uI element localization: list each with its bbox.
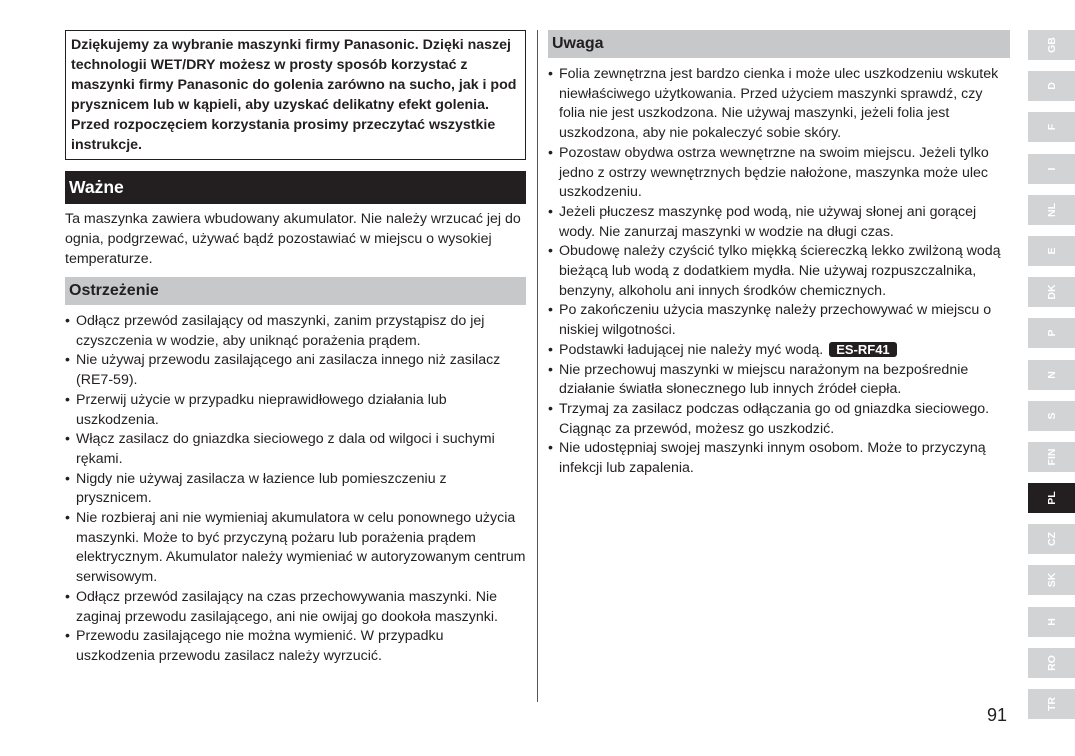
language-tab-dk[interactable] [1028, 277, 1075, 307]
language-tab-label: TR [1045, 697, 1058, 711]
language-tab-n[interactable] [1028, 360, 1075, 390]
stand-text: Podstawki ładującej nie należy myć wodą. [559, 341, 824, 358]
warning-item: • Przerwij użycie w przypadku nieprawidłowego działania lub uszkodzenia. [65, 391, 526, 430]
language-tab-label: N [1045, 370, 1058, 379]
language-tab-label: RO [1045, 654, 1058, 671]
intro-box: Dziękujemy za wybranie maszynki firmy Panasonic. Dzięki naszej technologii WET/DRY możesz w prosty sposób korzystać z maszynki firmy Panasonic do golenia zarówno na sucho, jak i pod prysznicem lub w kąpieli, aby uzyskać delikatny efekt golenia. Przed rozpoczęciem korzystania prosimy przeczytać wszystkie instrukcje. [65, 30, 526, 160]
language-tab-fin[interactable] [1028, 442, 1075, 472]
language-tab-h[interactable] [1028, 607, 1075, 637]
language-tab-cz[interactable] [1028, 524, 1075, 554]
caution-item-stand [548, 341, 1010, 361]
caution-list [548, 65, 1010, 479]
important-heading: Ważne [65, 171, 526, 204]
caution-item: • Folia zewnętrzna jest bardzo cienka i może ulec uszkodzeniu wskutek niewłaściwego użytkowania. Przed użyciem maszynki sprawdź, czy folia nie jest uszkodzona. Nie używaj maszynki, jeżeli folia jest uszkodzona, aby nie pokaleczyć sobie skóry. [548, 65, 1010, 144]
language-tab-d[interactable] [1028, 71, 1075, 101]
right-column [548, 30, 1010, 479]
warning-item: • Odłącz przewód zasilający od maszynki, zanim przystąpisz do jej czyszczenia w wodzie, aby uniknąć porażenia prądem. [65, 312, 526, 351]
language-tab-label: DK [1045, 284, 1058, 300]
language-tab-label: NL [1045, 202, 1058, 217]
language-tab-label: H [1045, 617, 1058, 626]
warning-item: • Włącz zasilacz do gniazdka sieciowego z dala od wilgoci i suchymi rękami. [65, 430, 526, 469]
caution-heading: Uwaga [548, 30, 1010, 58]
language-tab-label: F [1045, 124, 1058, 131]
caution-item: • Jeżeli płuczesz maszynkę pod wodą, nie używaj słonej ani gorącej wody. Nie zanurzaj maszynki w wodzie na długi czas. [548, 203, 1010, 242]
caution-item: • Trzymaj za zasilacz podczas odłączania go od gniazdka sieciowego. Ciągnąc za przewód, możesz go uszkodzić. [548, 400, 1010, 439]
language-tab-e[interactable] [1028, 236, 1075, 266]
language-tab-label: GB [1045, 37, 1058, 53]
language-tab-label: CZ [1045, 532, 1058, 547]
language-tab-label: FIN [1045, 448, 1058, 466]
caution-item: • Po zakończeniu użycia maszynkę należy przechowywać w miejscu o niskiej wilgotności. [548, 301, 1010, 340]
language-tab-f[interactable] [1028, 112, 1075, 142]
language-tab-label: S [1045, 412, 1058, 420]
caution-item: • Nie udostępniaj swojej maszynki innym osobom. Może to przyczyną infekcji lub zapalenia. [548, 439, 1010, 478]
language-tab-s[interactable] [1028, 401, 1075, 431]
language-tab-p[interactable] [1028, 318, 1075, 348]
language-tab-label: PL [1045, 491, 1058, 505]
page-number: 91 [987, 705, 1008, 725]
warning-item: • Nie używaj przewodu zasilającego ani zasilacza innego niż zasilacz (RE7-59). [65, 351, 526, 390]
warning-item: • Nigdy nie używaj zasilacza w łazience lub pomieszczeniu z prysznicem. [65, 470, 526, 509]
language-tab-i[interactable] [1028, 154, 1075, 184]
warning-heading: Ostrzeżenie [65, 277, 526, 305]
language-tab-nl[interactable] [1028, 195, 1075, 225]
warning-item: • Odłącz przewód zasilający na czas przechowywania maszynki. Nie zaginaj przewodu zasilającego, ani nie owijaj go dookoła maszynki. [65, 588, 526, 627]
warning-list [65, 312, 526, 667]
caution-item: • Obudowę należy czyścić tylko miękką ściereczką lekko zwilżoną wodą bieżącą lub wodą z dodatkiem mydła. Nie używaj rozpuszczalnika, benzyny, alkoholu ani innych środków chemicznych. [548, 242, 1010, 301]
left-column [65, 30, 526, 667]
column-divider [537, 30, 538, 702]
language-tab-label: SK [1045, 573, 1058, 588]
language-tab-label: I [1045, 167, 1058, 171]
language-tab-gb[interactable] [1028, 30, 1075, 60]
language-tab-pl[interactable] [1028, 483, 1075, 513]
caution-item: • Pozostaw obydwa ostrza wewnętrzne na swoim miejscu. Jeżeli tylko jedno z ostrzy wewnętrznych będzie nałożone, maszynka może ulec uszkodzeniu. [548, 144, 1010, 203]
language-tab-label: D [1045, 82, 1058, 90]
caution-item: • Nie przechowuj maszynki w miejscu narażonym na bezpośrednie działanie światła słonecznego lub innych źródeł ciepła. [548, 361, 1010, 400]
language-tab-tr[interactable] [1028, 689, 1075, 719]
language-tab-label: P [1045, 329, 1058, 337]
language-tab-label: E [1045, 247, 1058, 255]
language-tab-sk[interactable] [1028, 565, 1075, 595]
warning-item: • Przewodu zasilającego nie można wymienić. W przypadku uszkodzenia przewodu zasilacz należy wyrzucić. [65, 627, 526, 666]
language-tab-ro[interactable] [1028, 648, 1075, 678]
warning-item: • Nie rozbieraj ani nie wymieniaj akumulatora w celu ponownego użycia maszynki. Może to być przyczyną pożaru lub porażenia prądem elektrycznym. Akumulator należy wymieniać w autoryzowanym centrum serwisowym. [65, 509, 526, 588]
model-badge: ES-RF41 [829, 342, 896, 357]
important-text: Ta maszynka zawiera wbudowany akumulator. Nie należy wrzucać jej do ognia, podgrzewać, używać bądź pozostawiać w miejscu o wysokiej temperaturze. [65, 211, 521, 267]
language-tabs [1028, 30, 1075, 730]
